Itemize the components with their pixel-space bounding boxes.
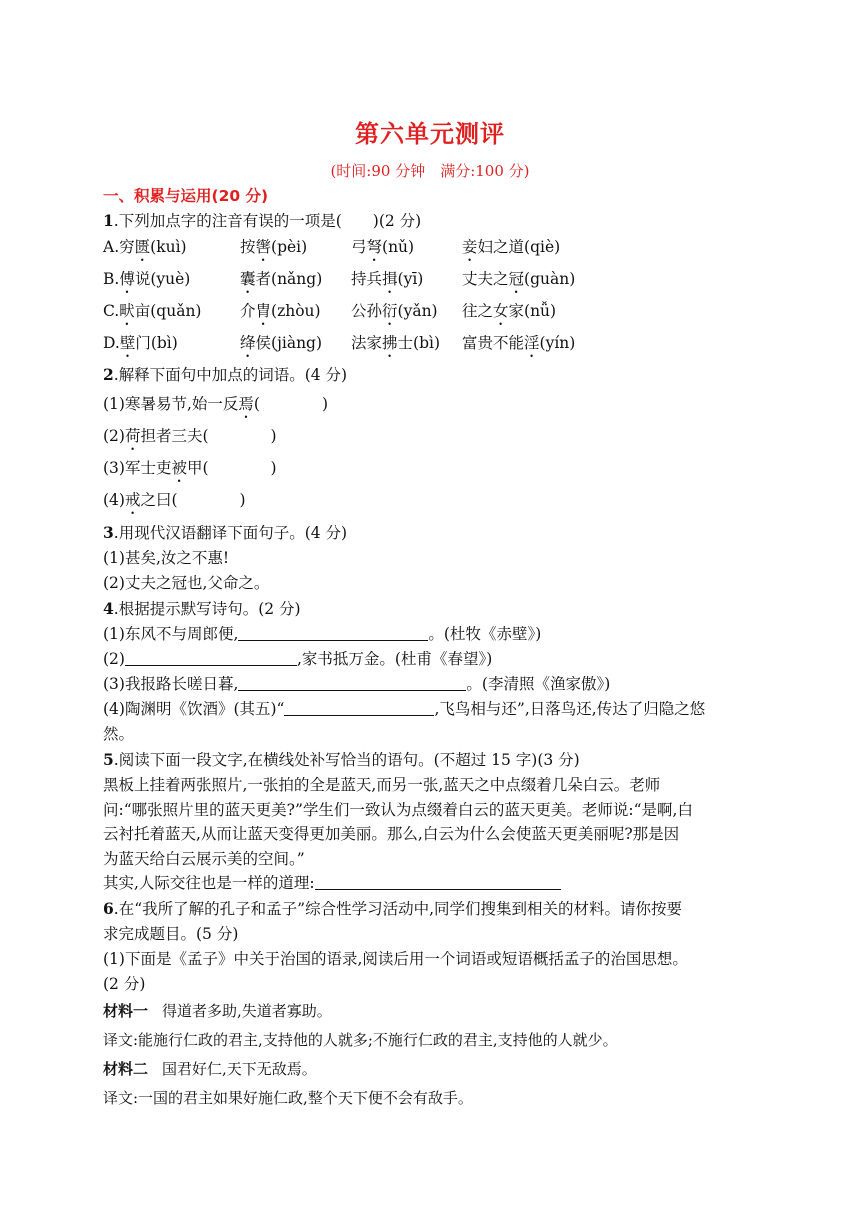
option-item: 法家拂士(bì) — [351, 334, 441, 352]
section-heading: 一、积累与运用(20 分) — [103, 187, 269, 205]
poem-line-1: (1)东风不与周郎便, 。(杜牧《赤壁》) — [103, 625, 542, 643]
page-title: 第六单元测评 — [355, 120, 505, 148]
option-item: 囊者(nǎng) — [240, 270, 323, 288]
passage-fill-line: 其实,人际交往也是一样的道理: — [103, 871, 758, 896]
material-two-translation: 译文:一国的君主如果好施仁政,整个天下便不会有敌手。 — [103, 1088, 473, 1107]
poem-line-3: (3)我报路长嗟日暮, 。(李清照《渔家傲》) — [103, 675, 611, 693]
answer-blank[interactable] — [125, 649, 297, 666]
option-item: 往之女家(nǚ) — [462, 302, 557, 320]
question-5-stem: 5.阅读下面一段文字,在横线处补写恰当的语句。(不超过 15 字)(3 分) — [103, 750, 580, 769]
passage-line: 为蓝天给白云展示美的空间。” — [103, 849, 305, 868]
question-3-item: (2)丈夫之冠也,父命之。 — [103, 574, 270, 592]
material-one: 材料一 得道者多助,失道者寡助。 — [103, 1001, 332, 1020]
question-2-item: (4)戒之曰( ) — [103, 491, 246, 509]
option-item: A.穷匮(kuì) — [103, 238, 187, 256]
option-item: 富贵不能淫(yín) — [462, 334, 576, 352]
option-item: C.畎亩(quǎn) — [103, 302, 202, 320]
option-item: 按辔(pèi) — [240, 238, 308, 256]
option-row-b — [103, 266, 758, 298]
passage-line: 云衬托着蓝天,从而让蓝天变得更加美丽。那么,白云为什么会使蓝天更美丽呢?那是因 — [103, 825, 680, 843]
poem-line-4: (4)陶渊明《饮酒》(其五)“ ,飞鸟相与还”,日落鸟还,传达了归隐之悠 — [103, 700, 706, 718]
question-3-item: (1)甚矣,汝之不惠! — [103, 549, 230, 567]
option-item: 绛侯(jiàng) — [240, 334, 323, 352]
answer-blank[interactable] — [238, 624, 428, 641]
question-2-item: (3)军士吏被甲( ) — [103, 459, 277, 477]
question-1-stem: 1.下列加点字的注音有误的一项是( )(2 分) — [103, 211, 422, 230]
material-one-translation: 译文:能施行仁政的君主,支持他的人就多;不施行仁政的君主,支持他的人就少。 — [103, 1030, 618, 1049]
question-4-stem: 4.根据提示默写诗句。(2 分) — [103, 599, 301, 618]
option-item: 介胄(zhòu) — [240, 302, 321, 320]
option-item: 持兵揖(yī) — [351, 270, 424, 288]
question-6-sub-1: (1)下面是《孟子》中关于治国的语录,阅读后用一个词语或短语概括孟子的治国思想。 — [103, 949, 688, 968]
passage-line: 黑板上挂着两张照片,一张拍的全是蓝天,而另一张,蓝天之中点缀着几朵白云。老师 — [103, 776, 661, 794]
option-row-d — [103, 330, 758, 362]
passage-line: 问:“哪张照片里的蓝天更美?”学生们一致认为点缀着白云的蓝天更美。老师说:“是啊,白 — [103, 800, 693, 819]
exam-info: (时间:90 分钟 满分:100 分) — [330, 162, 530, 180]
answer-blank[interactable] — [238, 674, 466, 691]
option-item: 丈夫之冠(guàn) — [462, 270, 576, 288]
option-item: D.壁门(bì) — [103, 334, 178, 352]
option-row-c — [103, 298, 758, 330]
question-2-item: (1)寒暑易节,始一反焉( ) — [103, 395, 329, 413]
question-1-options — [103, 234, 758, 362]
question-2-stem: 2.解释下面句中加点的词语。(4 分) — [103, 365, 348, 384]
question-6-stem: 6.在“我所了解的孔子和孟子”综合性学习活动中,同学们搜集到相关的材料。请你按要 — [103, 898, 683, 918]
option-item: 公孙衍(yǎn) — [351, 302, 438, 320]
option-item: B.傅说(yuè) — [103, 270, 191, 288]
option-row-a — [103, 234, 758, 266]
answer-blank[interactable] — [284, 699, 434, 716]
option-item: 弓弩(nǔ) — [351, 238, 415, 256]
poem-line-2: (2) ,家书抵万金。(杜甫《春望》) — [103, 650, 493, 668]
question-6-sub-1-cont: (2 分) — [103, 974, 146, 993]
question-2-item: (2)荷担者三夫( ) — [103, 427, 277, 445]
exam-content — [103, 184, 758, 1113]
question-3-stem: 3.用现代汉语翻译下面句子。(4 分) — [103, 523, 348, 542]
material-two: 材料二 国君好仁,天下无敌焉。 — [103, 1059, 317, 1078]
poem-line-4-cont: 然。 — [103, 725, 135, 743]
answer-blank[interactable] — [315, 873, 561, 890]
option-item: 妾妇之道(qiè) — [462, 238, 561, 256]
question-6-stem-cont: 求完成题目。(5 分) — [103, 924, 239, 943]
